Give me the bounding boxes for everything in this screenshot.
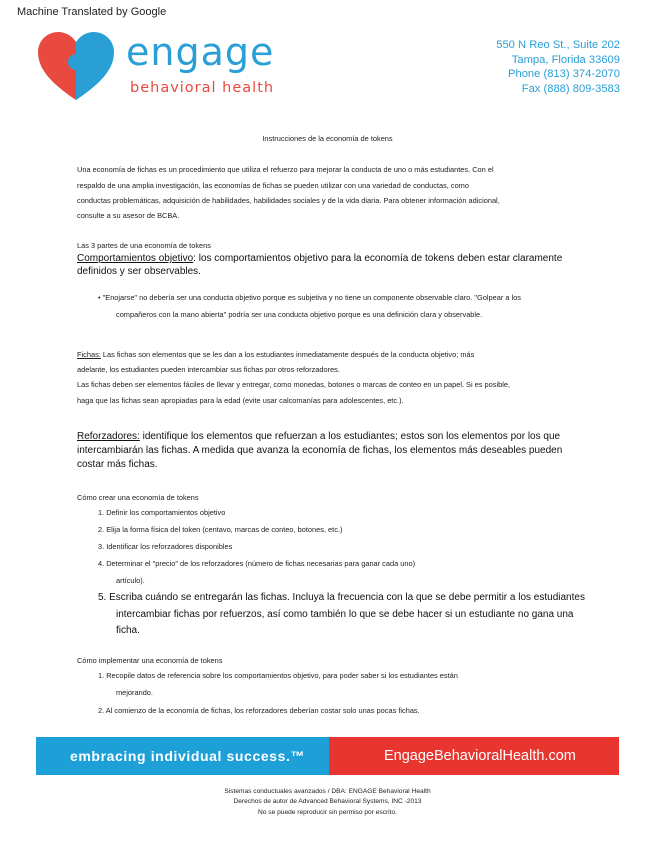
address-line: 550 N Reo St., Suite 202: [496, 39, 620, 51]
fichas-text: Las fichas son elementos que se les dan a los estudiantes inmediatamente después de la conducta objetivo; más: [100, 350, 475, 359]
address-block: [496, 38, 620, 96]
footer-line: Derechos de autor de Advanced Behavioral Systems, INC -2013: [233, 798, 422, 805]
target-behaviors-text: : los comportamientos objetivo para la economía de tokens deben estar claramente: [193, 253, 563, 264]
address-fax: Fax (888) 809-3583: [521, 82, 620, 95]
create-step: 4. Determinar el "precio" de los reforzadores (número de fichas necesarias para ganar cada uno): [98, 559, 416, 568]
create-heading: Cómo crear una economía de tokens: [77, 493, 199, 502]
reinforcers-line: [77, 431, 560, 442]
document-title: Instrucciones de la economía de tokens: [262, 134, 393, 143]
fichas-line: Las fichas deben ser elementos fáciles de llevar y entregar, como monedas, botones o marcas de conteo en un papel. Si es posible,: [77, 380, 511, 389]
banner-website: EngageBehavioralHealth.com: [329, 737, 619, 775]
logo-heart-icon: [36, 32, 116, 102]
reinforcers-text: identifique los elementos que refuerzan a los estudiantes; estos son los elementos por los que: [139, 431, 561, 442]
machine-translated-label: Machine Translated by Google: [17, 6, 167, 18]
fichas-line: haga que las fichas sean apropiadas para la edad (evite usar calcomanías para adolescentes, etc.).: [77, 396, 404, 405]
create-step-cont: artículo).: [116, 576, 145, 585]
target-behaviors-line: [77, 253, 562, 264]
footer-line: No se puede reproducir sin permiso por escrito.: [258, 809, 397, 816]
target-behaviors-line2: definidos y ser observables.: [77, 266, 201, 277]
intro-line: conductas problemáticas, adquisición de habilidades, habilidades sociales y de la vida diaria. Para obtener información adicional,: [77, 196, 500, 205]
implement-heading: Cómo implementar una economía de tokens: [77, 656, 223, 665]
create-step: 1. Definir los comportamientos objetivo: [98, 508, 226, 517]
intro-line: Una economía de fichas es un procedimiento que utiliza el refuerzo para mejorar la conducta de uno o más estudiantes. Con el: [77, 165, 494, 174]
create-step-5-cont: ficha.: [116, 625, 140, 636]
parts-heading: Las 3 partes de una economía de tokens: [77, 241, 211, 250]
implement-step-cont: mejorando.: [116, 688, 153, 697]
banner-tagline: embracing individual success.™: [36, 737, 329, 775]
intro-line: respaldo de una amplia investigación, las economías de fichas se pueden utilizar con una variedad de conductas, como: [77, 181, 469, 190]
create-step: 2. Elija la forma física del token (centavo, marcas de conteo, botones, etc.): [98, 525, 343, 534]
footer-banner: [36, 737, 619, 775]
address-city: Tampa, Florida 33609: [511, 53, 620, 66]
logo-subtitle: behavioral health: [130, 80, 275, 96]
reinforcers-line: costar más fichas.: [77, 459, 158, 470]
create-step-5-cont: intercambiar fichas por refuerzos, así como también lo que se debe hacer si un estudiante no gana una: [116, 609, 574, 620]
target-example-bullet-cont: compañeros con la mano abierta" podría ser una conducta objetivo porque es una definición clara y observable.: [116, 310, 483, 319]
create-step: 3. Identificar los reforzadores disponibles: [98, 542, 233, 551]
intro-line: consulte a su asesor de BCBA.: [77, 211, 180, 220]
create-step-5: 5. Escriba cuándo se entregarán las fichas. Incluya la frecuencia con la que se debe permitir a los estudiantes: [98, 592, 585, 603]
fichas-line: [77, 350, 474, 359]
target-behaviors-label: Comportamientos objetivo: [77, 253, 194, 264]
address-phone: Phone (813) 374-2070: [508, 68, 620, 80]
reinforcers-line: intercambiarán las fichas. A medida que avanza la economía de fichas, los elementos más deseables pueden: [77, 445, 563, 456]
reinforcers-label: Reforzadores:: [77, 431, 140, 442]
implement-step: 2. Al comienzo de la economía de fichas, los reforzadores deberían costar solo unas pocas fichas.: [98, 706, 420, 715]
implement-step: 1. Recopile datos de referencia sobre los comportamientos objetivo, para poder saber si los estudiantes están: [98, 671, 458, 680]
footer-line: Sistemas conductuales avanzados / DBA: ENGAGE Behavioral Health: [224, 788, 431, 795]
target-example-bullet: • "Enojarse" no debería ser una conducta objetivo porque es subjetiva y no tiene un componente observable claro. "Golpear a los: [98, 293, 521, 302]
logo-wordmark: engage: [126, 30, 275, 74]
fichas-line: adelante, los estudiantes pueden intercambiar sus fichas por otros reforzadores.: [77, 365, 340, 374]
fichas-label: Fichas:: [77, 350, 101, 359]
